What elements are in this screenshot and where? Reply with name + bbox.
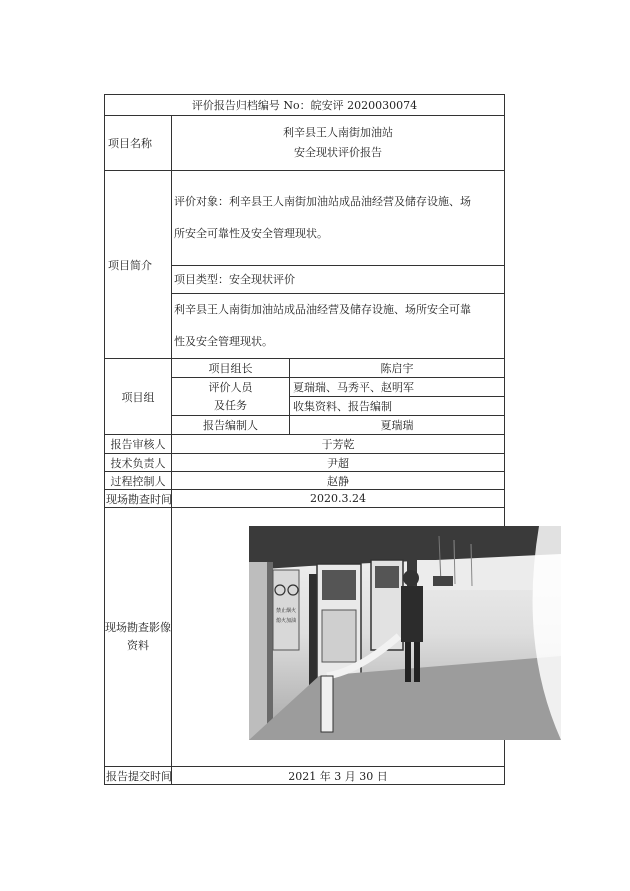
- person-leg-right: [414, 642, 420, 682]
- reviewer: 于芳乾: [172, 435, 505, 454]
- project-team-label: 项目组: [105, 359, 172, 435]
- staff-label-line1: 评价人员: [208, 380, 253, 394]
- survey-image-label-line1: 现场勘查影像: [105, 621, 171, 634]
- submit-label: 报告提交时间: [105, 767, 172, 785]
- barrier-post: [321, 676, 333, 732]
- team-staff: 夏瑞瑞、马秀平、赵明军: [290, 378, 505, 397]
- reviewer-row: [105, 435, 505, 454]
- evaluation-scope-line1: 利辛县王人南街加油站成品油经营及储存设施、场所安全可靠: [174, 303, 471, 316]
- evaluation-object-line2: 所安全可靠性及安全管理现状。: [174, 227, 328, 240]
- survey-photo-cell: [172, 508, 505, 767]
- process-controller-label: 过程控制人: [105, 472, 172, 490]
- staff-label-line2: 及任务: [214, 398, 247, 412]
- survey-time-row: [105, 490, 505, 508]
- team-row-leader: [105, 359, 505, 378]
- survey-image-row: [105, 508, 505, 767]
- parked-car: [433, 576, 453, 586]
- project-title: [172, 116, 505, 171]
- submit-date: 2021 年 3 月 30 日: [172, 767, 505, 785]
- survey-photo-wrap: [172, 508, 504, 766]
- tech-lead: 尹超: [172, 454, 505, 472]
- survey-image-label-line2: 资料: [127, 639, 149, 652]
- intro-row-object: [105, 171, 505, 266]
- writer-label: 报告编制人: [172, 416, 290, 435]
- survey-image-label: [105, 508, 172, 767]
- evaluation-scope: [172, 294, 505, 359]
- evaluation-object-line1: 评价对象：利辛县王人南街加油站成品油经营及储存设施、场: [174, 195, 471, 208]
- project-type: 项目类型：安全现状评价: [172, 266, 505, 294]
- team-task: 收集资料、报告编制: [290, 397, 505, 416]
- survey-time-label: 现场勘查时间: [105, 490, 172, 508]
- project-intro-label: 项目简介: [105, 171, 172, 359]
- sign-text-1: 禁止烟火: [275, 608, 297, 614]
- survey-time: 2020.3.24: [172, 490, 505, 508]
- project-title-line1: 利辛县王人南街加油站: [283, 126, 393, 139]
- survey-photo: [249, 526, 561, 740]
- person-head: [403, 570, 419, 586]
- report-table: [104, 94, 505, 785]
- project-name-row: [105, 116, 505, 171]
- reviewer-label: 报告审核人: [105, 435, 172, 454]
- archive-row: [105, 95, 505, 116]
- evaluation-scope-line2: 性及安全管理现状。: [174, 335, 273, 348]
- tech-lead-label: 技术负责人: [105, 454, 172, 472]
- person-leg-left: [405, 642, 411, 682]
- person-body: [401, 586, 423, 642]
- dispenser-panel-1: [322, 610, 356, 662]
- report-writer: 夏瑞瑞: [290, 416, 505, 435]
- tech-row: [105, 454, 505, 472]
- staff-label: [172, 378, 290, 416]
- archive-number: 评价报告归档编号 No：皖安评 2020030074: [105, 95, 505, 116]
- dispenser-display-2: [375, 566, 399, 588]
- team-leader-label: 项目组长: [172, 359, 290, 378]
- project-name-label: 项目名称: [105, 116, 172, 171]
- gas-station-photo: [249, 526, 561, 740]
- project-title-line2: 安全现状评价报告: [294, 146, 382, 159]
- dispenser-display-1: [322, 570, 356, 600]
- evaluation-object: [172, 171, 505, 266]
- process-controller: 赵静: [172, 472, 505, 490]
- sign-text-2: 熄火加油: [275, 618, 297, 624]
- team-leader: 陈启宇: [290, 359, 505, 378]
- submit-row: [105, 767, 505, 785]
- process-row: [105, 472, 505, 490]
- left-pillar-edge: [267, 562, 273, 740]
